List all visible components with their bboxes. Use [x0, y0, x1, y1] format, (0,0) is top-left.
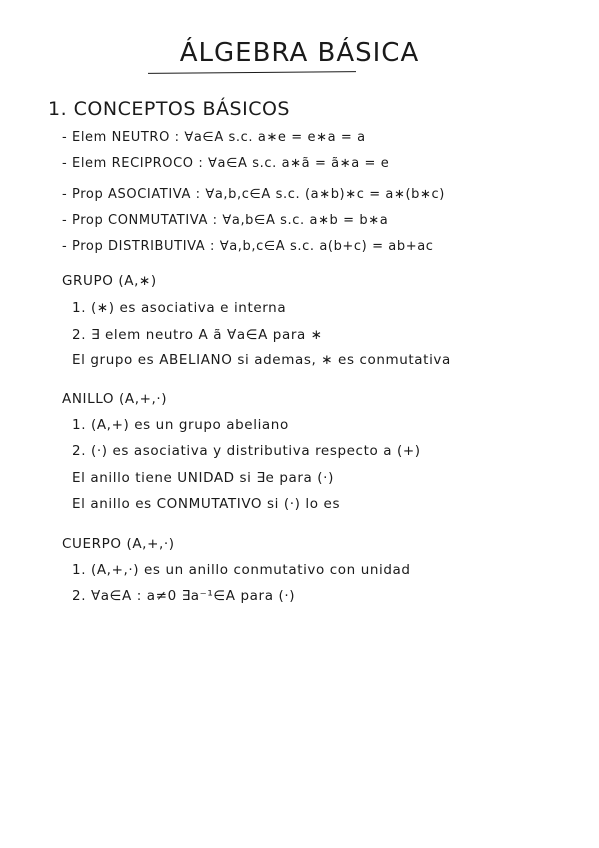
- cuerpo-line-1: 1. (A,+,·) es un anillo conmutativo con unidad: [72, 562, 411, 578]
- anillo-line-3: El anillo tiene UNIDAD si ∃e para (·): [72, 470, 334, 486]
- anillo-line-4: El anillo es CONMUTATIVO si (·) lo es: [72, 496, 341, 512]
- grupo-line-1: 1. (∗) es asociativa e interna: [72, 300, 287, 316]
- anillo-heading: ANILLO (A,+,·): [62, 391, 168, 407]
- cuerpo-line-2: 2. ∀a∈A : a≠0 ∃a⁻¹∈A para (·): [72, 588, 296, 604]
- concept-distributiva: - Prop DISTRIBUTIVA : ∀a,b,c∈A s.c. a(b+c) = ab+ac: [62, 239, 434, 254]
- concept-reciproco: - Elem RECIPROCO : ∀a∈A s.c. a∗ã = ã∗a = e: [62, 156, 390, 171]
- section-heading: 1. CONCEPTOS BÁSICOS: [48, 98, 290, 120]
- cuerpo-heading: CUERPO (A,+,·): [62, 536, 175, 552]
- grupo-line-2: 2. ∃ elem neutro A ã ∀a∈A para ∗: [72, 327, 323, 343]
- concept-neutro: - Elem NEUTRO : ∀a∈A s.c. a∗e = e∗a = a: [62, 130, 366, 145]
- anillo-line-1: 1. (A,+) es un grupo abeliano: [72, 417, 289, 433]
- title-underline: [148, 71, 356, 74]
- page-title: ÁLGEBRA BÁSICA: [179, 38, 420, 68]
- concept-conmutativa: - Prop CONMUTATIVA : ∀a,b∈A s.c. a∗b = b∗a: [62, 213, 389, 228]
- anillo-line-2: 2. (·) es asociativa y distributiva respecto a (+): [72, 443, 421, 459]
- concept-asociativa: - Prop ASOCIATIVA : ∀a,b,c∈A s.c. (a∗b)∗c = a∗(b∗c): [62, 187, 445, 202]
- grupo-line-3: El grupo es ABELIANO si ademas, ∗ es conmutativa: [72, 352, 451, 368]
- grupo-heading: GRUPO (A,∗): [62, 273, 157, 289]
